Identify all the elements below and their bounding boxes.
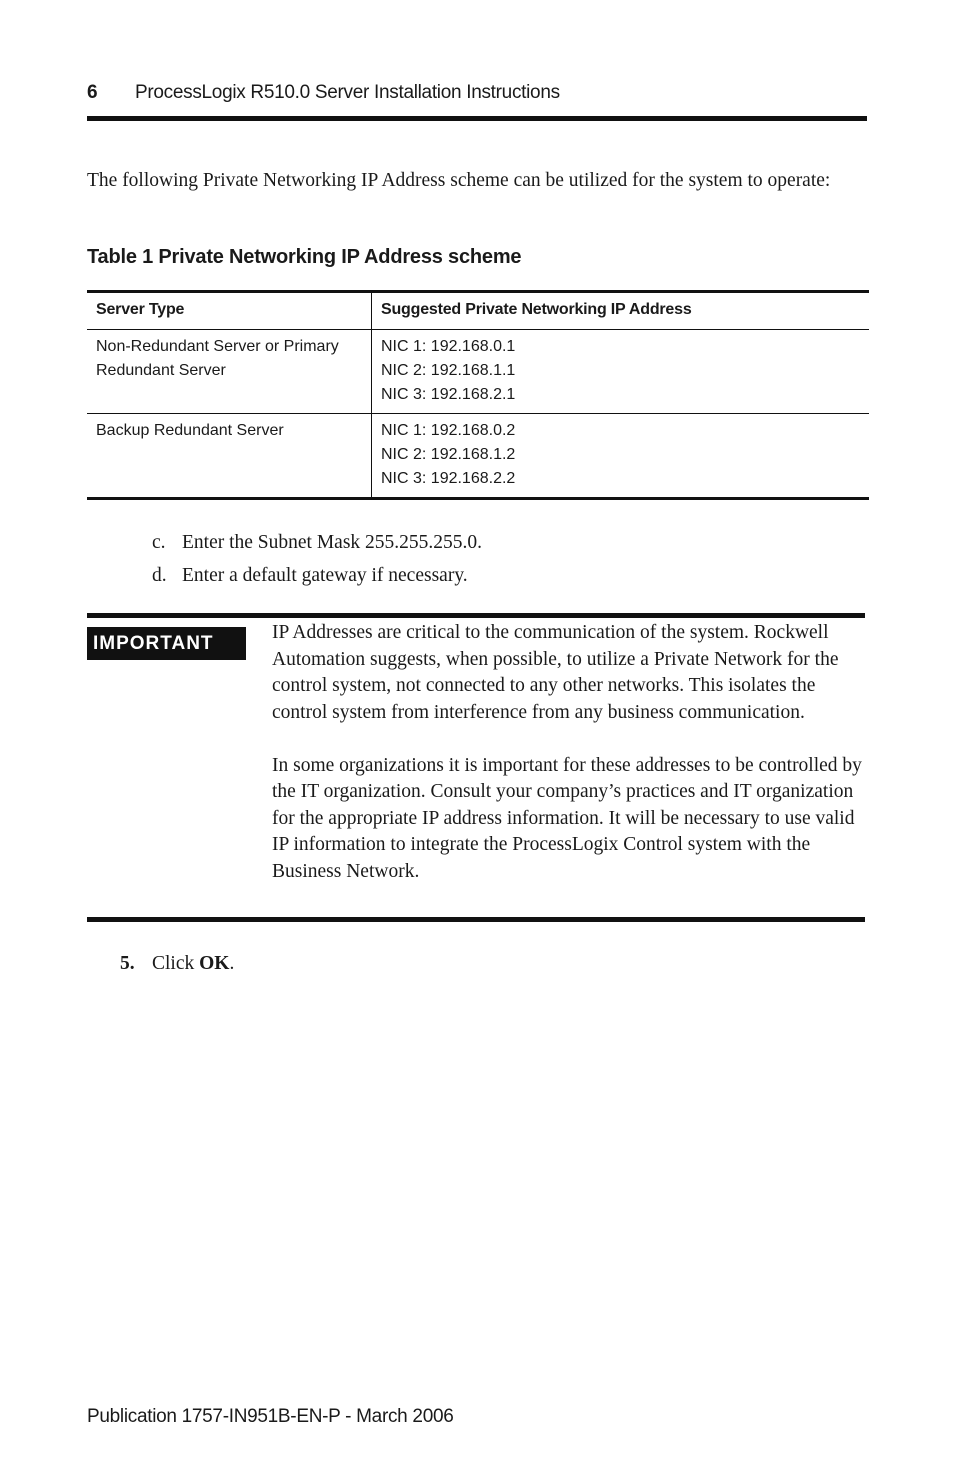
step-text-suffix: . xyxy=(229,953,235,974)
substep-marker: d. xyxy=(152,565,167,586)
important-bottom-rule xyxy=(87,917,865,922)
server-type-cell: Backup Redundant Server xyxy=(87,414,372,499)
list-item xyxy=(152,526,482,559)
table-caption: Table 1 Private Networking IP Address scheme xyxy=(87,246,522,268)
important-top-rule xyxy=(87,613,865,618)
table-row xyxy=(87,330,869,414)
nic-address: NIC 1: 192.168.0.2 xyxy=(381,422,516,439)
column-header-ip-address: Suggested Private Networking IP Address xyxy=(381,301,692,318)
important-paragraph: IP Addresses are critical to the communication of the system. Rockwell Automation suggests, when possible, to utilize a Private Network for the control system, not connected to any other networks. This isolates the control system from interference from any business communication. xyxy=(272,622,839,723)
nic-address: NIC 2: 192.168.1.2 xyxy=(381,446,516,463)
page-number: 6 xyxy=(87,82,98,103)
nic-address: NIC 1: 192.168.0.1 xyxy=(381,338,516,355)
column-header-server-type: Server Type xyxy=(87,292,372,330)
important-paragraph: In some organizations it is important for these addresses to be controlled by the IT organization. Consult your company’s practices and IT organization for the appropriate IP address information. It will be necessary to use valid IP information to integrate the ProcessLogix Control system with the Business Network. xyxy=(272,754,862,882)
important-note xyxy=(272,620,867,885)
ok-emphasis: OK xyxy=(199,953,230,974)
substep-marker: c. xyxy=(152,532,166,553)
substep-text: Enter the Subnet Mask 255.255.255.0. xyxy=(182,532,483,553)
table-header-row xyxy=(87,292,869,330)
document-title: ProcessLogix R510.0 Server Installation Instructions xyxy=(135,82,560,103)
publication-footer: Publication 1757-IN951B-EN-P - March 2006 xyxy=(87,1406,454,1427)
ip-address-table xyxy=(87,290,869,500)
page-header xyxy=(87,82,867,108)
substep-list xyxy=(152,526,482,592)
table-row xyxy=(87,414,869,499)
list-item xyxy=(152,559,482,592)
intro-paragraph: The following Private Networking IP Address scheme can be utilized for the system to operate: xyxy=(87,170,831,191)
substep-text: Enter a default gateway if necessary. xyxy=(182,565,468,586)
ip-address-cell xyxy=(372,414,870,499)
header-rule xyxy=(87,116,867,121)
nic-address: NIC 3: 192.168.2.1 xyxy=(381,386,516,403)
important-badge: IMPORTANT xyxy=(87,627,246,660)
step-5 xyxy=(120,950,234,977)
step-number: 5. xyxy=(120,953,135,974)
server-type-cell: Non-Redundant Server or Primary Redundant Server xyxy=(87,330,372,414)
nic-address: NIC 2: 192.168.1.1 xyxy=(381,362,516,379)
step-text-prefix: Click xyxy=(152,953,200,974)
nic-address: NIC 3: 192.168.2.2 xyxy=(381,470,516,487)
ip-address-cell xyxy=(372,330,870,414)
